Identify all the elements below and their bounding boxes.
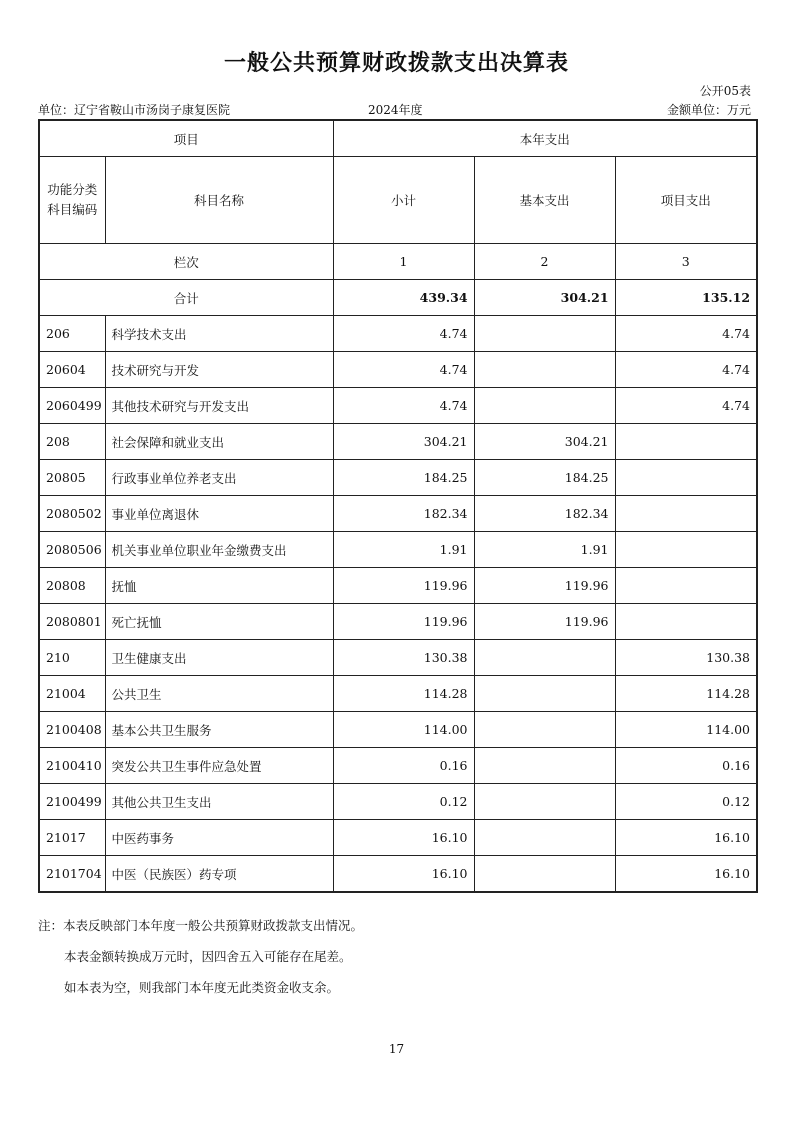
table-row bbox=[39, 532, 757, 568]
row-subtotal: 119.96 bbox=[333, 604, 474, 640]
total-subtotal: 439.34 bbox=[333, 280, 474, 316]
table-row bbox=[39, 568, 757, 604]
row-code: 206 bbox=[39, 316, 105, 352]
row-name: 抚恤 bbox=[105, 568, 333, 604]
row-basic bbox=[474, 640, 615, 676]
row-code: 21004 bbox=[39, 676, 105, 712]
column-index-row bbox=[39, 244, 757, 280]
row-basic: 119.96 bbox=[474, 568, 615, 604]
header-code: 功能分类科目编码 bbox=[39, 157, 105, 244]
row-basic: 184.25 bbox=[474, 460, 615, 496]
row-subtotal: 16.10 bbox=[333, 820, 474, 856]
row-subtotal: 119.96 bbox=[333, 568, 474, 604]
row-basic bbox=[474, 784, 615, 820]
total-row bbox=[39, 280, 757, 316]
column-index-label: 栏次 bbox=[39, 244, 333, 280]
row-subtotal: 4.74 bbox=[333, 316, 474, 352]
row-project: 114.00 bbox=[615, 712, 757, 748]
row-subtotal: 182.34 bbox=[333, 496, 474, 532]
row-subtotal: 0.16 bbox=[333, 748, 474, 784]
total-basic: 304.21 bbox=[474, 280, 615, 316]
table-row bbox=[39, 388, 757, 424]
row-project: 0.16 bbox=[615, 748, 757, 784]
row-subtotal: 4.74 bbox=[333, 388, 474, 424]
header-name: 科目名称 bbox=[105, 157, 333, 244]
total-project: 135.12 bbox=[615, 280, 757, 316]
row-code: 2060499 bbox=[39, 388, 105, 424]
row-project: 16.10 bbox=[615, 820, 757, 856]
table-row bbox=[39, 604, 757, 640]
row-code: 2100499 bbox=[39, 784, 105, 820]
row-name: 机关事业单位职业年金缴费支出 bbox=[105, 532, 333, 568]
row-project bbox=[615, 460, 757, 496]
column-index-1: 1 bbox=[333, 244, 474, 280]
row-basic: 182.34 bbox=[474, 496, 615, 532]
row-project: 4.74 bbox=[615, 352, 757, 388]
header-row-1 bbox=[39, 120, 757, 157]
page-number: 17 bbox=[388, 1042, 405, 1056]
table-row bbox=[39, 424, 757, 460]
money-unit-label: 金额单位：万元 bbox=[666, 103, 751, 117]
row-project: 16.10 bbox=[615, 856, 757, 893]
table-row bbox=[39, 784, 757, 820]
table-row bbox=[39, 676, 757, 712]
table-row bbox=[39, 820, 757, 856]
row-basic bbox=[474, 820, 615, 856]
header-row-2 bbox=[39, 157, 757, 244]
row-basic: 304.21 bbox=[474, 424, 615, 460]
row-basic bbox=[474, 352, 615, 388]
row-code: 2101704 bbox=[39, 856, 105, 893]
unit-label: 单位：辽宁省鞍山市汤岗子康复医院 bbox=[38, 103, 231, 117]
notes bbox=[38, 910, 363, 1003]
total-label: 合计 bbox=[39, 280, 333, 316]
row-subtotal: 114.00 bbox=[333, 712, 474, 748]
year-label: 2024年度 bbox=[368, 103, 423, 117]
row-name: 卫生健康支出 bbox=[105, 640, 333, 676]
row-project: 4.74 bbox=[615, 388, 757, 424]
column-index-3: 3 bbox=[615, 244, 757, 280]
row-name: 基本公共卫生服务 bbox=[105, 712, 333, 748]
row-project bbox=[615, 532, 757, 568]
table-row bbox=[39, 496, 757, 532]
row-name: 其他公共卫生支出 bbox=[105, 784, 333, 820]
row-subtotal: 304.21 bbox=[333, 424, 474, 460]
header-project: 项目 bbox=[39, 120, 333, 157]
row-project: 130.38 bbox=[615, 640, 757, 676]
row-code: 208 bbox=[39, 424, 105, 460]
row-name: 行政事业单位养老支出 bbox=[105, 460, 333, 496]
row-project bbox=[615, 496, 757, 532]
row-code: 2100408 bbox=[39, 712, 105, 748]
row-subtotal: 1.91 bbox=[333, 532, 474, 568]
row-basic bbox=[474, 712, 615, 748]
row-subtotal: 114.28 bbox=[333, 676, 474, 712]
row-name: 死亡抚恤 bbox=[105, 604, 333, 640]
row-project: 0.12 bbox=[615, 784, 757, 820]
header-subtotal: 小计 bbox=[333, 157, 474, 244]
table-row bbox=[39, 352, 757, 388]
row-basic bbox=[474, 388, 615, 424]
table-row bbox=[39, 712, 757, 748]
note-line: 注：本表反映部门本年度一般公共预算财政拨款支出情况。 bbox=[38, 918, 364, 933]
row-name: 技术研究与开发 bbox=[105, 352, 333, 388]
row-basic bbox=[474, 856, 615, 893]
table-row bbox=[39, 856, 757, 893]
form-number: 公开05表 bbox=[699, 84, 751, 98]
header-project-expenditure: 项目支出 bbox=[615, 157, 757, 244]
row-project: 114.28 bbox=[615, 676, 757, 712]
row-code: 210 bbox=[39, 640, 105, 676]
row-basic bbox=[474, 748, 615, 784]
table-row bbox=[39, 640, 757, 676]
row-name: 社会保障和就业支出 bbox=[105, 424, 333, 460]
row-project: 4.74 bbox=[615, 316, 757, 352]
row-subtotal: 0.12 bbox=[333, 784, 474, 820]
row-name: 其他技术研究与开发支出 bbox=[105, 388, 333, 424]
note-line: 如本表为空，则我部门本年度无此类资金收支余。 bbox=[64, 980, 340, 995]
header-basic: 基本支出 bbox=[474, 157, 615, 244]
row-project bbox=[615, 604, 757, 640]
row-name: 中医药事务 bbox=[105, 820, 333, 856]
row-name: 事业单位离退休 bbox=[105, 496, 333, 532]
row-code: 2080502 bbox=[39, 496, 105, 532]
row-subtotal: 16.10 bbox=[333, 856, 474, 893]
column-index-2: 2 bbox=[474, 244, 615, 280]
header-current-year: 本年支出 bbox=[333, 120, 757, 157]
row-code: 21017 bbox=[39, 820, 105, 856]
table-row bbox=[39, 748, 757, 784]
row-code: 2100410 bbox=[39, 748, 105, 784]
table-row bbox=[39, 316, 757, 352]
row-code: 20604 bbox=[39, 352, 105, 388]
page-title: 一般公共预算财政拨款支出决算表 bbox=[223, 51, 569, 76]
row-name: 科学技术支出 bbox=[105, 316, 333, 352]
row-basic: 119.96 bbox=[474, 604, 615, 640]
row-code: 20805 bbox=[39, 460, 105, 496]
row-subtotal: 184.25 bbox=[333, 460, 474, 496]
expenditure-table bbox=[38, 119, 758, 893]
note-line: 本表金额转换成万元时，因四舍五入可能存在尾差。 bbox=[64, 949, 352, 964]
row-subtotal: 4.74 bbox=[333, 352, 474, 388]
table-row bbox=[39, 460, 757, 496]
row-basic: 1.91 bbox=[474, 532, 615, 568]
row-code: 2080506 bbox=[39, 532, 105, 568]
row-code: 2080801 bbox=[39, 604, 105, 640]
row-name: 中医（民族医）药专项 bbox=[105, 856, 333, 893]
row-name: 公共卫生 bbox=[105, 676, 333, 712]
row-code: 20808 bbox=[39, 568, 105, 604]
row-project bbox=[615, 424, 757, 460]
row-name: 突发公共卫生事件应急处置 bbox=[105, 748, 333, 784]
row-subtotal: 130.38 bbox=[333, 640, 474, 676]
row-basic bbox=[474, 676, 615, 712]
row-basic bbox=[474, 316, 615, 352]
row-project bbox=[615, 568, 757, 604]
